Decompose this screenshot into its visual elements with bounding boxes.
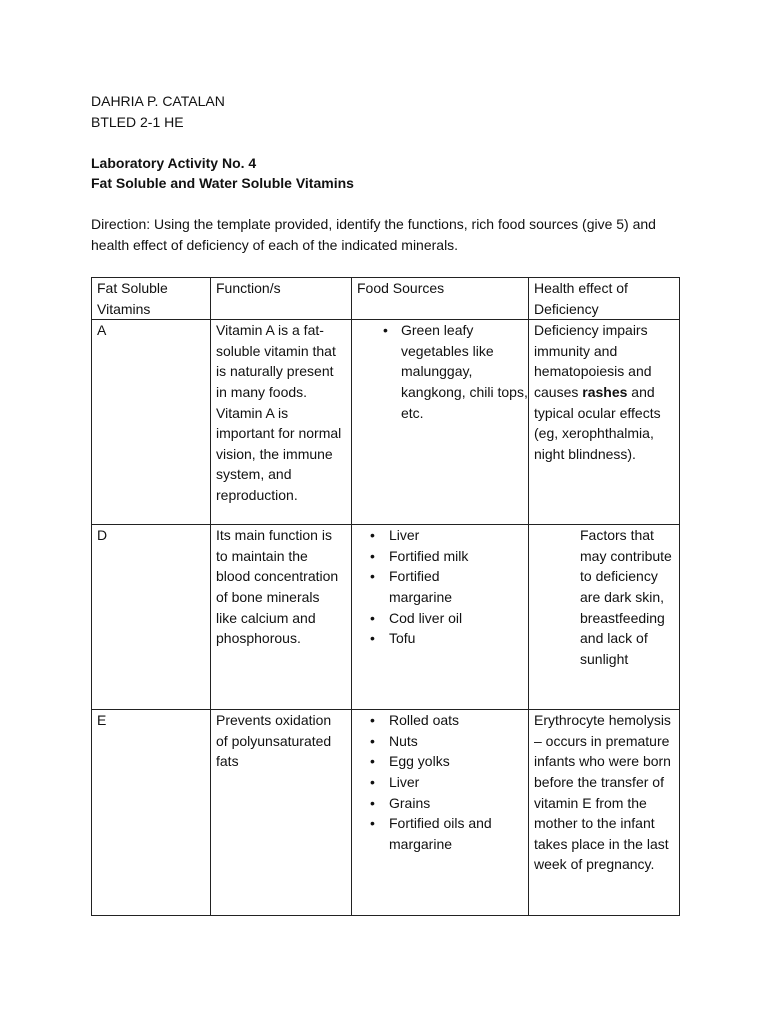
vitamin-cell: D xyxy=(92,525,211,710)
table-header-row xyxy=(92,278,680,320)
list-item: • Liver xyxy=(389,772,529,793)
sources-cell xyxy=(352,525,529,710)
list-item: • Cod liver oil xyxy=(389,608,499,629)
list-item: • Fortified milk xyxy=(389,546,499,567)
header-deficiency: Health effect of Deficiency xyxy=(529,278,680,320)
list-item: • Green leafy vegetables like malunggay, kangkong, chili tops, etc. xyxy=(386,320,536,423)
deficiency-cell: Erythrocyte hemolysis – occurs in premature infants who were born before the transfer of vitamin E from the mother to the infant takes place in the last week of pregnancy. xyxy=(529,710,680,916)
deficiency-cell: Factors that may contribute to deficiency are dark skin, breastfeeding and lack of sunlight xyxy=(529,525,680,710)
document-body xyxy=(91,91,681,255)
header-function: Function/s xyxy=(211,278,352,320)
deficiency-cell: Deficiency impairs immunity and hematopoiesis and causes rashes and typical ocular effects (eg, xerophthalmia, night blindness). xyxy=(529,320,680,525)
sources-cell xyxy=(352,320,529,525)
list-item: • Egg yolks xyxy=(389,751,529,772)
list-item: • Nuts xyxy=(389,731,529,752)
function-cell: Vitamin A is a fat-soluble vitamin that is naturally present in many foods. Vitamin A is important for normal vision, the immune system, and reproduction. xyxy=(211,320,352,525)
table-row xyxy=(92,710,680,916)
list-item: • Fortified oils and margarine xyxy=(389,813,529,854)
student-name: DAHRIA P. CATALAN xyxy=(91,93,225,109)
function-cell: Prevents oxidation of polyunsaturated fats xyxy=(211,710,352,916)
table-row xyxy=(92,320,680,525)
list-item: • Rolled oats xyxy=(389,710,529,731)
vitamin-cell: A xyxy=(92,320,211,525)
function-cell: Its main function is to maintain the blood concentration of bone minerals like calcium and phosphorous. xyxy=(211,525,352,710)
sources-cell xyxy=(352,710,529,916)
header-sources: Food Sources xyxy=(352,278,529,320)
direction-text: Direction: Using the template provided, identify the functions, rich food sources (give 5) and health effect of deficiency of each of the indicated minerals. xyxy=(91,216,656,253)
list-item: • Fortified margarine xyxy=(389,566,499,607)
list-item: • Grains xyxy=(389,793,529,814)
vitamins-table xyxy=(91,277,680,916)
list-item: • Liver xyxy=(389,525,499,546)
header-vitamin: Fat Soluble Vitamins xyxy=(92,278,211,320)
list-item: • Tofu xyxy=(389,628,499,649)
student-section: BTLED 2-1 HE xyxy=(91,113,184,130)
vitamin-cell: E xyxy=(92,710,211,916)
activity-title: Laboratory Activity No. 4 xyxy=(91,154,257,171)
table-row xyxy=(92,525,680,710)
activity-subtitle: Fat Soluble and Water Soluble Vitamins xyxy=(91,175,354,191)
